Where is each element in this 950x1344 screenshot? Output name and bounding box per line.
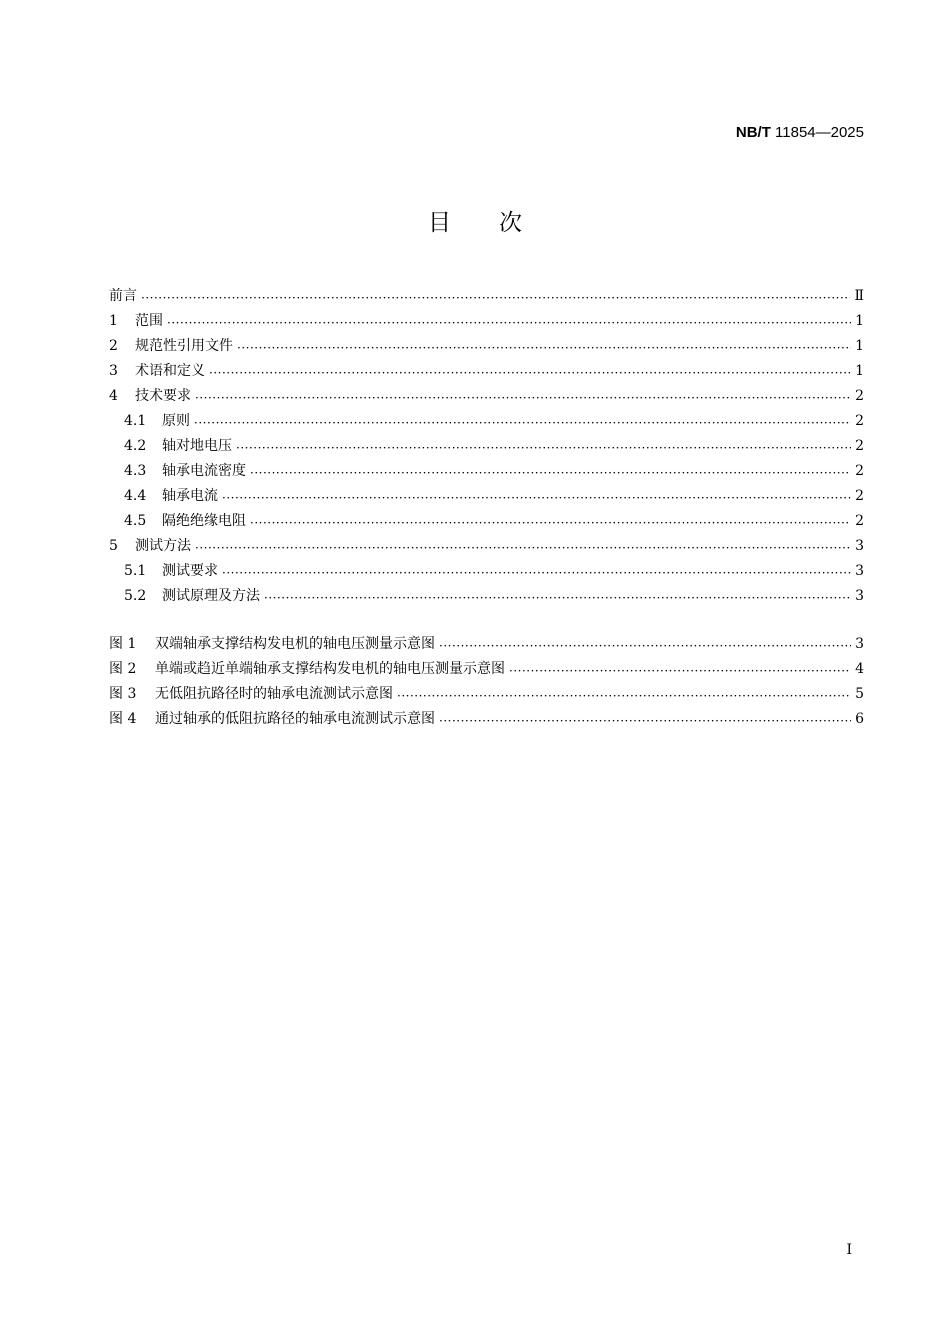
dot-leader	[167, 309, 851, 334]
toc-entry-text: 术语和定义	[135, 363, 205, 379]
figure-entry-page: 6	[855, 711, 864, 727]
toc-entry-number: 4	[109, 388, 118, 404]
figure-entry-text: 无低阻抗路径时的轴承电流测试示意图	[155, 686, 393, 702]
toc-entry-number: 5	[109, 538, 118, 554]
toc-entry-text: 隔绝绝缘电阻	[162, 513, 246, 529]
figure-entry-1[interactable]	[109, 632, 864, 657]
figure-entry-4[interactable]	[109, 707, 864, 732]
toc-entry-page: 2	[855, 463, 864, 479]
toc-entry-page: 3	[855, 588, 864, 604]
dot-leader	[195, 534, 851, 559]
toc-entry-page: 1	[855, 313, 864, 329]
figure-entry-2[interactable]	[109, 657, 864, 682]
figure-entry-3[interactable]	[109, 682, 864, 707]
toc-entry-4-5[interactable]	[109, 509, 864, 534]
dot-leader	[250, 459, 851, 484]
figure-entry-text: 单端或趋近单端轴承支撑结构发电机的轴电压测量示意图	[155, 661, 505, 677]
toc-entry-number: 5.1	[124, 563, 147, 579]
toc-entry-page: 2	[855, 513, 864, 529]
toc-entry-text: 测试要求	[162, 563, 218, 579]
dot-leader	[509, 657, 851, 682]
figure-entry-number: 图 4	[109, 711, 137, 727]
toc-entry-number: 4.2	[124, 438, 147, 454]
dot-leader	[439, 707, 851, 732]
toc-entry-number: 1	[109, 313, 118, 329]
toc-entry-page: Ⅱ	[854, 288, 864, 304]
toc-entry-5-2[interactable]	[109, 584, 864, 609]
toc-entry-page: 2	[855, 413, 864, 429]
toc-entry-number: 4.5	[124, 513, 147, 529]
toc-entry-number: 4.4	[124, 488, 147, 504]
figure-entry-page: 5	[855, 686, 864, 702]
dot-leader	[250, 509, 851, 534]
toc-entry-page: 2	[855, 388, 864, 404]
toc-entry-page: 3	[855, 563, 864, 579]
dot-leader	[237, 334, 851, 359]
toc-entry-4-1[interactable]	[109, 409, 864, 434]
page-number: I	[846, 1242, 852, 1258]
toc-entry-number: 4.1	[124, 413, 147, 429]
toc-entry-page: 2	[855, 438, 864, 454]
toc-entry-number: 2	[109, 338, 118, 354]
toc-entry-text: 轴承电流	[162, 488, 218, 504]
figure-entry-page: 4	[855, 661, 864, 677]
toc-entry-4-3[interactable]	[109, 459, 864, 484]
toc-entry-text: 测试方法	[135, 538, 191, 554]
dot-leader	[222, 484, 851, 509]
figure-entry-text: 通过轴承的低阻抗路径的轴承电流测试示意图	[155, 711, 435, 727]
toc-entry-text: 规范性引用文件	[135, 338, 233, 354]
toc-entry-text: 范围	[135, 313, 163, 329]
toc-entry-text: 轴对地电压	[162, 438, 232, 454]
toc-entry-text: 技术要求	[135, 388, 191, 404]
toc-entry-number: 4.3	[124, 463, 147, 479]
toc-entry-number: 3	[109, 363, 118, 379]
toc-entry-5-1[interactable]	[109, 559, 864, 584]
dot-leader	[439, 632, 851, 657]
figure-entry-number: 图 2	[109, 661, 137, 677]
dot-leader	[195, 384, 851, 409]
toc-entry-4-2[interactable]	[109, 434, 864, 459]
dot-leader	[222, 559, 851, 584]
toc-entry-1[interactable]	[109, 309, 864, 334]
toc-entry-text: 轴承电流密度	[162, 463, 246, 479]
toc-entry-page: 1	[855, 363, 864, 379]
dot-leader	[141, 284, 850, 309]
dot-leader	[236, 434, 851, 459]
toc-entry-text: 原则	[162, 413, 190, 429]
figure-entry-number: 图 1	[109, 636, 137, 652]
page-title: 目次	[428, 210, 570, 236]
list-of-figures	[109, 632, 864, 732]
toc-entry-text: 前言	[109, 288, 137, 304]
figure-entry-text: 双端轴承支撑结构发电机的轴电压测量示意图	[155, 636, 435, 652]
figure-entry-page: 3	[855, 636, 864, 652]
toc-entry-foreword[interactable]	[109, 284, 864, 309]
dot-leader	[209, 359, 851, 384]
standard-number	[736, 124, 864, 141]
dot-leader	[264, 584, 851, 609]
toc-entry-4[interactable]	[109, 384, 864, 409]
toc-entry-5[interactable]	[109, 534, 864, 559]
figure-entry-number: 图 3	[109, 686, 137, 702]
toc-entry-page: 3	[855, 538, 864, 554]
dot-leader	[397, 682, 851, 707]
toc-entry-4-4[interactable]	[109, 484, 864, 509]
standard-prefix: NB/T	[735, 124, 771, 141]
toc-entry-number: 5.2	[124, 588, 147, 604]
toc-entry-3[interactable]	[109, 359, 864, 384]
standard-code: 11854—2025	[770, 124, 864, 141]
table-of-contents	[109, 284, 864, 609]
dot-leader	[194, 409, 851, 434]
toc-entry-page: 2	[855, 488, 864, 504]
toc-entry-text: 测试原理及方法	[162, 588, 260, 604]
toc-entry-2[interactable]	[109, 334, 864, 359]
toc-entry-page: 1	[855, 338, 864, 354]
